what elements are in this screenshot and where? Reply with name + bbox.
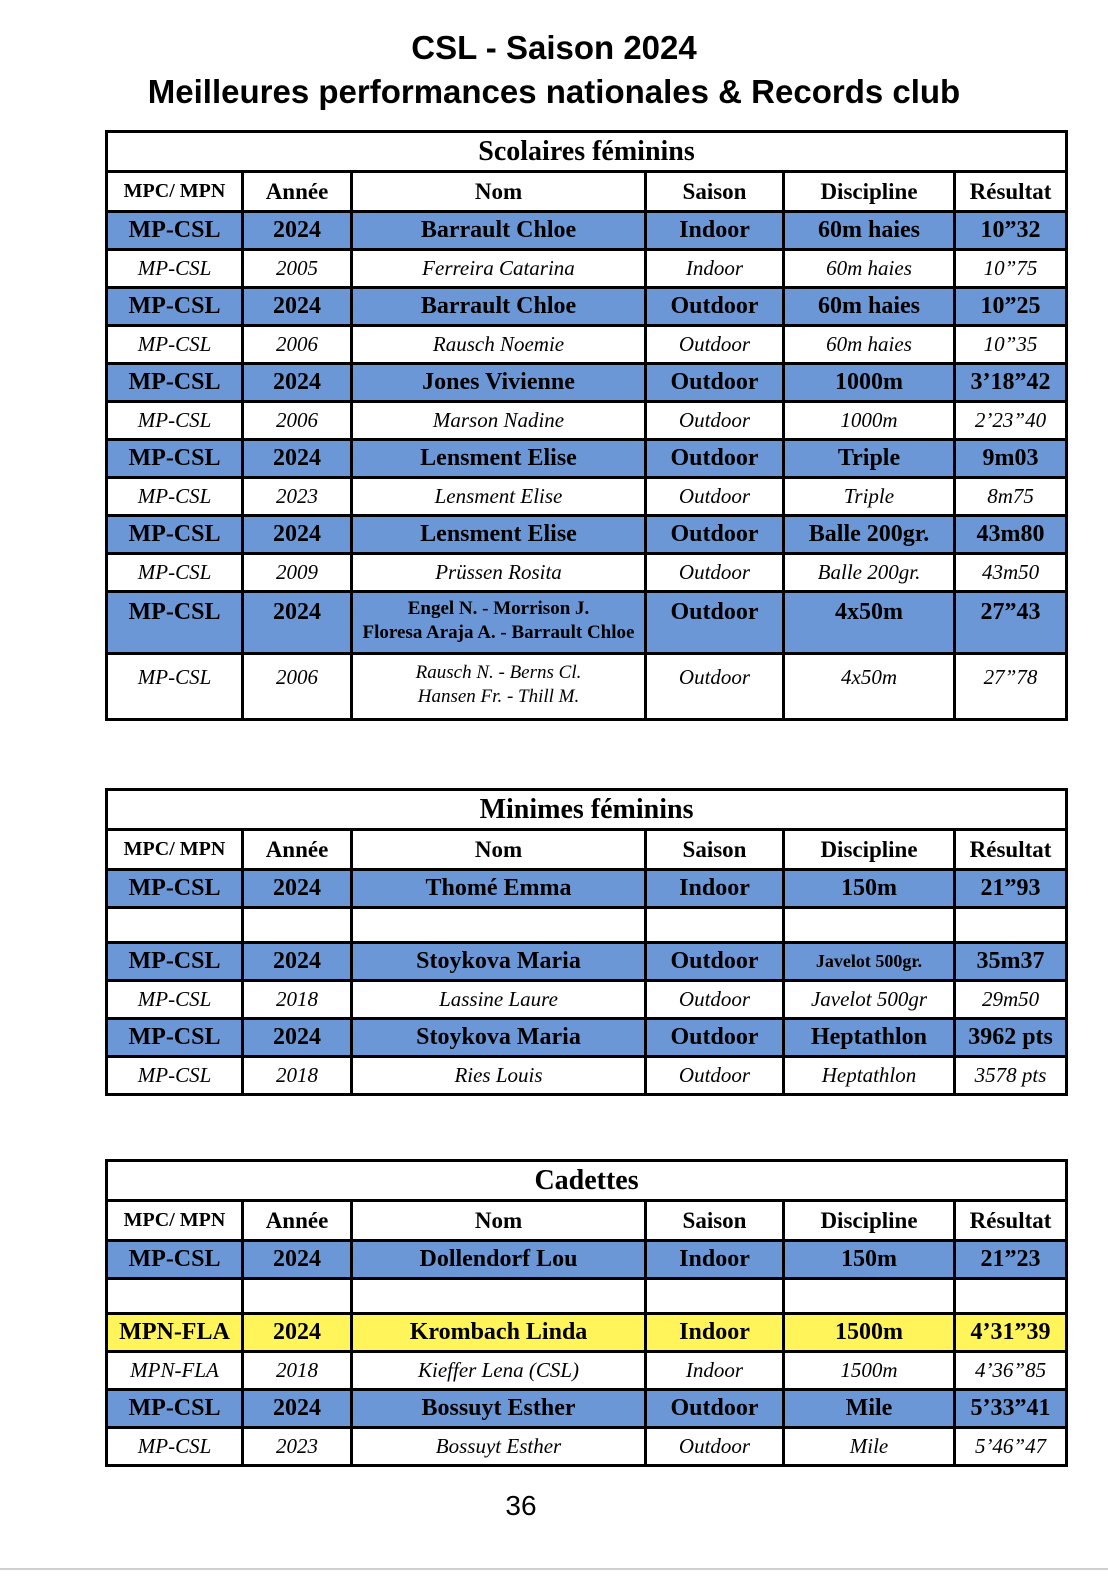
relay-names-line2: Floresa Araja A. - Barrault Chloe	[362, 622, 635, 643]
cell-annee: 2023	[243, 478, 352, 516]
cell-mp: MP-CSL	[107, 1019, 243, 1057]
cell-nom: Rausch Noemie	[352, 326, 646, 364]
cell-saison: Outdoor	[646, 981, 784, 1019]
cell-mp: MP-CSL	[107, 440, 243, 478]
cell-annee: 2018	[243, 981, 352, 1019]
cell-resultat: 5’46”47	[955, 1428, 1067, 1466]
cell-mp: MP-CSL	[107, 516, 243, 554]
empty-row	[107, 1279, 1067, 1314]
cell-resultat: 2’23”40	[955, 402, 1067, 440]
cell-saison: Outdoor	[646, 554, 784, 592]
table-row	[107, 981, 1067, 1019]
cell-nom: Dollendorf Lou	[352, 1241, 646, 1279]
cell-nom: Thomé Emma	[352, 870, 646, 908]
cell-mp: MP-CSL	[107, 1390, 243, 1428]
col-header-mp: MPC/ MPN	[107, 1201, 243, 1241]
col-header-resultat: Résultat	[955, 830, 1067, 870]
cell-annee: 2009	[243, 554, 352, 592]
cell-saison: Outdoor	[646, 440, 784, 478]
cell-discipline: Javelot 500gr.	[784, 943, 955, 981]
cell-saison: Outdoor	[646, 943, 784, 981]
cell-saison: Outdoor	[646, 1390, 784, 1428]
table-row	[107, 250, 1067, 288]
col-header-resultat: Résultat	[955, 1201, 1067, 1241]
cell-annee: 2006	[243, 326, 352, 364]
cell-resultat: 9m03	[955, 440, 1067, 478]
col-header-saison: Saison	[646, 1201, 784, 1241]
cell-discipline: 60m haies	[784, 212, 955, 250]
cell-saison: Outdoor	[646, 1019, 784, 1057]
col-header-saison: Saison	[646, 830, 784, 870]
table-row	[107, 326, 1067, 364]
cell-discipline: Heptathlon	[784, 1057, 955, 1095]
page-number: 36	[505, 1490, 537, 1521]
cell-nom: Lassine Laure	[352, 981, 646, 1019]
cell-discipline: Triple	[784, 440, 955, 478]
cell-annee: 2024	[243, 1314, 352, 1352]
cell-mp: MP-CSL	[107, 288, 243, 326]
cell-nom: Lensment Elise	[352, 516, 646, 554]
relay-names-line1: Rausch N. - Berns Cl.	[415, 662, 582, 683]
relay-names-line2: Hansen Fr. - Thill M.	[417, 686, 580, 707]
cell-mp: MP-CSL	[107, 1241, 243, 1279]
cell-resultat: 21”93	[955, 870, 1067, 908]
cell-nom: Bossuyt Esther	[352, 1428, 646, 1466]
cell-saison: Outdoor	[646, 1057, 784, 1095]
col-header-mp: MPC/ MPN	[107, 830, 243, 870]
cell-annee: 2024	[243, 440, 352, 478]
cell-saison: Outdoor	[646, 364, 784, 402]
cell-discipline: 60m haies	[784, 326, 955, 364]
table-row	[107, 516, 1067, 554]
cell-nom: Lensment Elise	[352, 478, 646, 516]
cell-discipline: 1000m	[784, 364, 955, 402]
cell-saison: Outdoor	[646, 1428, 784, 1466]
cell-mp: MP-CSL	[107, 981, 243, 1019]
cell-annee: 2024	[243, 212, 352, 250]
cell-discipline: Triple	[784, 478, 955, 516]
col-header-mp: MPC/ MPN	[107, 172, 243, 212]
table-row	[107, 1057, 1067, 1095]
cell-mp: MP-CSL	[107, 1428, 243, 1466]
cell-discipline: Balle 200gr.	[784, 554, 955, 592]
cell-saison: Outdoor	[646, 288, 784, 326]
table-row	[107, 870, 1067, 908]
section-title: Cadettes	[107, 1161, 1067, 1201]
cell-resultat: 27”78	[955, 654, 1067, 720]
cell-annee: 2024	[243, 870, 352, 908]
table-header	[107, 1201, 1067, 1241]
cell-resultat: 3’18”42	[955, 364, 1067, 402]
page-bottom-divider	[0, 1568, 1108, 1570]
col-header-nom: Nom	[352, 172, 646, 212]
section-title: Scolaires féminins	[107, 132, 1067, 172]
cell-mp: MP-CSL	[107, 478, 243, 516]
cell-resultat: 29m50	[955, 981, 1067, 1019]
cell-resultat: 3962 pts	[955, 1019, 1067, 1057]
cell-resultat: 4’36”85	[955, 1352, 1067, 1390]
cell-discipline: 150m	[784, 870, 955, 908]
cell-resultat: 3578 pts	[955, 1057, 1067, 1095]
cell-nom: Stoykova Maria	[352, 1019, 646, 1057]
table-row	[107, 440, 1067, 478]
cell-saison: Outdoor	[646, 326, 784, 364]
col-header-resultat: Résultat	[955, 172, 1067, 212]
table-row	[107, 654, 1067, 720]
table-row	[107, 1428, 1067, 1466]
cell-saison: Indoor	[646, 1352, 784, 1390]
cell-mp: MPN-FLA	[107, 1314, 243, 1352]
col-header-annee: Année	[243, 830, 352, 870]
section-title: Minimes féminins	[107, 790, 1067, 830]
cell-resultat: 8m75	[955, 478, 1067, 516]
cell-nom: Ries Louis	[352, 1057, 646, 1095]
cell-nom	[352, 654, 646, 720]
cell-mp: MP-CSL	[107, 250, 243, 288]
relay-names-line1: Engel N. - Morrison J.	[407, 598, 590, 619]
cell-saison: Outdoor	[646, 478, 784, 516]
cell-annee: 2024	[243, 364, 352, 402]
cell-annee: 2024	[243, 1390, 352, 1428]
cell-discipline: Mile	[784, 1390, 955, 1428]
cell-resultat: 43m80	[955, 516, 1067, 554]
cell-discipline: 60m haies	[784, 250, 955, 288]
cell-nom: Barrault Chloe	[352, 212, 646, 250]
cell-resultat: 10”32	[955, 212, 1067, 250]
cell-resultat: 4’31”39	[955, 1314, 1067, 1352]
cell-saison: Outdoor	[646, 654, 784, 720]
col-header-nom: Nom	[352, 830, 646, 870]
cell-annee: 2018	[243, 1352, 352, 1390]
table-row	[107, 1390, 1067, 1428]
cell-nom: Barrault Chloe	[352, 288, 646, 326]
col-header-nom: Nom	[352, 1201, 646, 1241]
page-title	[0, 26, 1108, 114]
cell-resultat: 27”43	[955, 592, 1067, 654]
col-header-annee: Année	[243, 1201, 352, 1241]
cell-discipline: 1500m	[784, 1314, 955, 1352]
cell-mp: MP-CSL	[107, 212, 243, 250]
table-row	[107, 554, 1067, 592]
col-header-discipline: Discipline	[784, 172, 955, 212]
col-header-annee: Année	[243, 172, 352, 212]
cell-mp: MP-CSL	[107, 326, 243, 364]
table-row	[107, 288, 1067, 326]
cell-annee: 2024	[243, 288, 352, 326]
cell-annee: 2005	[243, 250, 352, 288]
cell-nom	[352, 592, 646, 654]
cell-annee: 2024	[243, 1019, 352, 1057]
cell-discipline: Mile	[784, 1428, 955, 1466]
cell-nom: Prüssen Rosita	[352, 554, 646, 592]
cell-saison: Outdoor	[646, 402, 784, 440]
cell-saison: Indoor	[646, 250, 784, 288]
table-minimes-feminins	[105, 788, 1068, 1096]
cell-annee: 2024	[243, 1241, 352, 1279]
cell-resultat: 5’33”41	[955, 1390, 1067, 1428]
cell-saison: Indoor	[646, 1314, 784, 1352]
table-row	[107, 1352, 1067, 1390]
cell-resultat: 10”75	[955, 250, 1067, 288]
table-row-national-record	[107, 1314, 1067, 1352]
cell-mp: MP-CSL	[107, 402, 243, 440]
cell-mp: MP-CSL	[107, 870, 243, 908]
table-row	[107, 1019, 1067, 1057]
cell-mp: MP-CSL	[107, 364, 243, 402]
col-header-discipline: Discipline	[784, 1201, 955, 1241]
cell-discipline: Heptathlon	[784, 1019, 955, 1057]
cell-saison: Outdoor	[646, 516, 784, 554]
col-header-saison: Saison	[646, 172, 784, 212]
cell-discipline: 1000m	[784, 402, 955, 440]
empty-row	[107, 908, 1067, 943]
cell-mp: MPN-FLA	[107, 1352, 243, 1390]
page-title-line2: Meilleures performances nationales & Records club	[147, 73, 961, 110]
cell-saison: Outdoor	[646, 592, 784, 654]
cell-saison: Indoor	[646, 870, 784, 908]
cell-resultat: 35m37	[955, 943, 1067, 981]
table-cadettes	[105, 1159, 1068, 1467]
cell-resultat: 43m50	[955, 554, 1067, 592]
table-header	[107, 830, 1067, 870]
table-row	[107, 364, 1067, 402]
cell-mp: MP-CSL	[107, 654, 243, 720]
cell-nom: Ferreira Catarina	[352, 250, 646, 288]
cell-mp: MP-CSL	[107, 943, 243, 981]
table-header	[107, 172, 1067, 212]
cell-saison: Indoor	[646, 1241, 784, 1279]
cell-nom: Stoykova Maria	[352, 943, 646, 981]
cell-discipline: 150m	[784, 1241, 955, 1279]
cell-annee: 2023	[243, 1428, 352, 1466]
cell-nom: Marson Nadine	[352, 402, 646, 440]
table-scolaires-feminins	[105, 130, 1068, 721]
page-title-line1: CSL - Saison 2024	[411, 29, 697, 66]
cell-saison: Indoor	[646, 212, 784, 250]
cell-nom: Krombach Linda	[352, 1314, 646, 1352]
table-row	[107, 402, 1067, 440]
cell-discipline: 4x50m	[784, 592, 955, 654]
cell-discipline: 1500m	[784, 1352, 955, 1390]
table-row	[107, 478, 1067, 516]
table-row	[107, 943, 1067, 981]
cell-nom: Lensment Elise	[352, 440, 646, 478]
table-row	[107, 1241, 1067, 1279]
cell-discipline: 60m haies	[784, 288, 955, 326]
cell-annee: 2024	[243, 592, 352, 654]
cell-mp: MP-CSL	[107, 592, 243, 654]
cell-annee: 2024	[243, 943, 352, 981]
cell-annee: 2006	[243, 654, 352, 720]
cell-nom: Bossuyt Esther	[352, 1390, 646, 1428]
table-row	[107, 592, 1067, 654]
cell-discipline: Javelot 500gr	[784, 981, 955, 1019]
cell-nom: Kieffer Lena (CSL)	[352, 1352, 646, 1390]
table-row	[107, 212, 1067, 250]
col-header-discipline: Discipline	[784, 830, 955, 870]
cell-nom: Jones Vivienne	[352, 364, 646, 402]
cell-discipline: 4x50m	[784, 654, 955, 720]
cell-annee: 2006	[243, 402, 352, 440]
cell-resultat: 10”35	[955, 326, 1067, 364]
cell-discipline: Balle 200gr.	[784, 516, 955, 554]
cell-resultat: 21”23	[955, 1241, 1067, 1279]
cell-resultat: 10”25	[955, 288, 1067, 326]
cell-mp: MP-CSL	[107, 1057, 243, 1095]
cell-annee: 2018	[243, 1057, 352, 1095]
cell-mp: MP-CSL	[107, 554, 243, 592]
cell-annee: 2024	[243, 516, 352, 554]
